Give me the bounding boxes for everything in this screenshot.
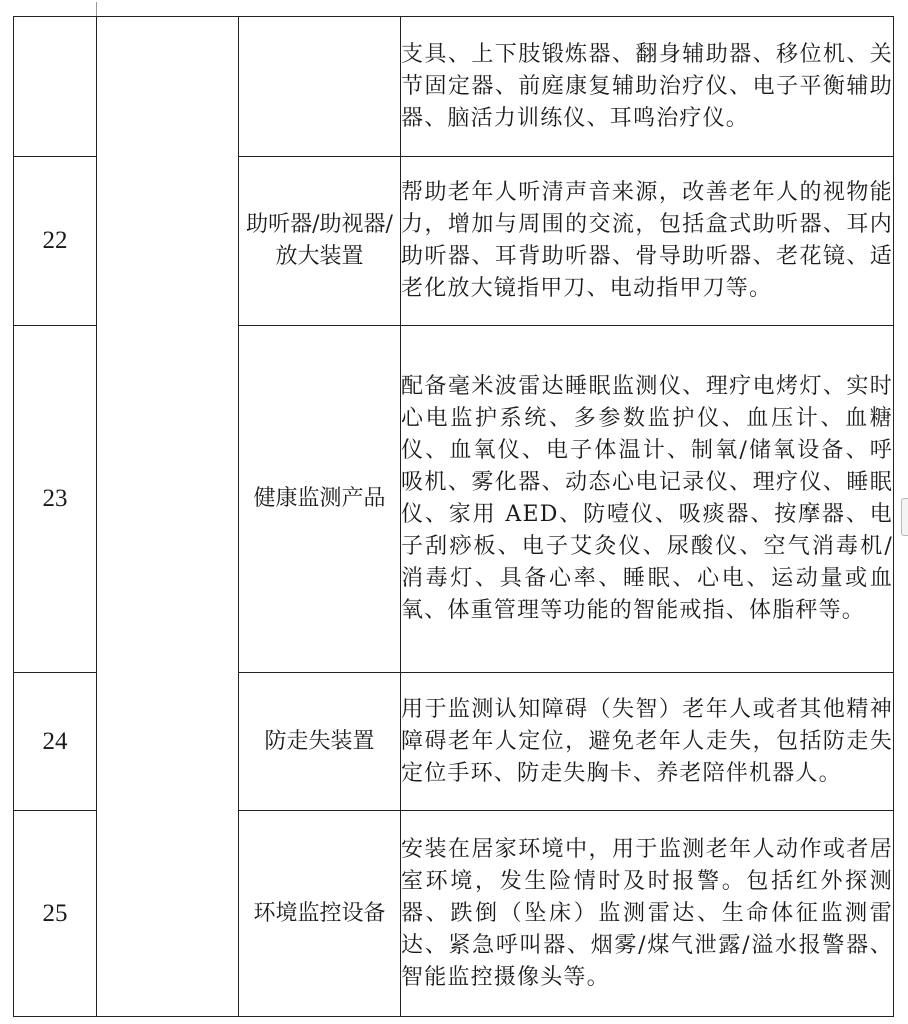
- product-description: 安装在居家环境中，用于监测老年人动作或者居室环境，发生险情时及时报警。包括红外探测器、跌倒（坠床）监测雷达、生命体征监测雷达、紧急呼叫器、烟雾/煤气泄露/溢水报警器、智能监控摄像头等。: [401, 811, 894, 1017]
- product-table: [13, 16, 894, 1017]
- row-number: [14, 17, 97, 157]
- product-description: 用于监测认知障碍（失智）老年人或者其他精神障碍老年人定位，避免老年人走失，包括防走失定位手环、防走失胸卡、养老陪伴机器人。: [401, 673, 894, 811]
- row-number: 22: [14, 157, 97, 326]
- product-description: 支具、上下肢锻炼器、翻身辅助器、移位机、关节固定器、前庭康复辅助治疗仪、电子平衡辅助器、脑活力训练仪、耳鸣治疗仪。: [401, 17, 894, 157]
- product-name: 防走失装置: [239, 673, 401, 811]
- row-number: 25: [14, 811, 97, 1017]
- row-number: 23: [14, 326, 97, 673]
- product-name: 健康监测产品: [239, 326, 401, 673]
- row-number: 24: [14, 673, 97, 811]
- product-description: 帮助老年人听清声音来源，改善老年人的视物能力，增加与周围的交流，包括盒式助听器、耳内助听器、耳背助听器、骨导助听器、老花镜、适老化放大镜指甲刀、电动指甲刀等。: [401, 157, 894, 326]
- side-scroll-handle[interactable]: [901, 498, 908, 536]
- product-name: [239, 17, 401, 157]
- product-description: 配备毫米波雷达睡眠监测仪、理疗电烤灯、实时心电监护系统、多参数监护仪、血压计、血糖仪、血氧仪、电子体温计、制氧/储氧设备、呼吸机、雾化器、动态心电记录仪、理疗仪、睡眠仪、家用 AED、防噎仪、吸痰器、按摩器、电子刮痧板、电子艾灸仪、尿酸仪、空气消毒机/消毒灯、具备心率、睡眠、心电、运动量或血氧、体重管理等功能的智能戒指、体脂秤等。: [401, 326, 894, 673]
- product-name: 助听器/助视器/放大装置: [239, 157, 401, 326]
- category-cell: [97, 17, 239, 1017]
- table-row: [14, 17, 894, 157]
- page-edge-tick: [96, 2, 97, 16]
- product-name: 环境监控设备: [239, 811, 401, 1017]
